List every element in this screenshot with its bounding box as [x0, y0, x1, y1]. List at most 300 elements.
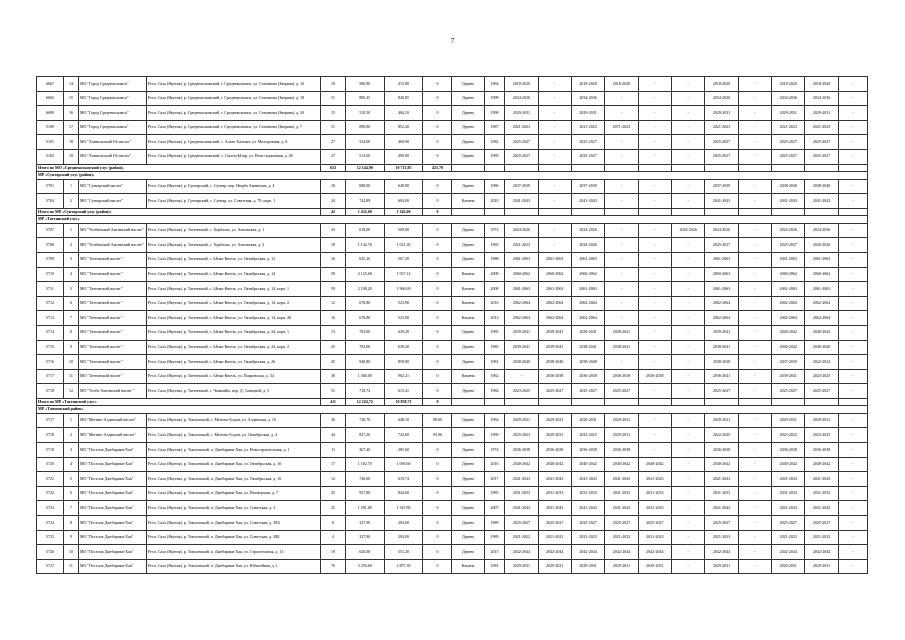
- table-row: [37, 369, 868, 384]
- table-cell: 2041-2043: [505, 472, 538, 487]
- table-cell: 2041-2043: [805, 501, 838, 516]
- table-cell: 2018-2020: [772, 77, 805, 92]
- table-cell: -: [838, 516, 867, 531]
- table-cell: 10: [63, 545, 78, 560]
- table-cell: -: [738, 179, 771, 194]
- table-cell: 25: [321, 486, 346, 501]
- table-cell: 2036-2038: [538, 369, 571, 384]
- table-cell: 0: [423, 355, 452, 370]
- table-cell: -: [738, 106, 771, 121]
- table-cell: 6: [63, 296, 78, 311]
- table-row: [37, 149, 868, 164]
- table-cell: 30: [321, 413, 346, 428]
- table-cell: Дерево: [452, 149, 484, 164]
- table-cell: 2062-2064: [805, 296, 838, 311]
- table-cell: 2022-2025: [571, 428, 604, 443]
- table-cell: -: [838, 486, 867, 501]
- subtotal-empty-cell: [484, 164, 504, 172]
- section-header-row: [37, 172, 868, 180]
- table-cell: Дерево: [452, 355, 484, 370]
- table-cell: 1981: [484, 559, 504, 574]
- table-cell: 1974: [484, 443, 504, 458]
- table-cell: 3: [63, 252, 78, 267]
- table-cell: 51: [321, 91, 346, 106]
- table-cell: 2062-2064: [538, 296, 571, 311]
- table-cell: Респ. Саха (Якутия), р. Таттинский, с. Ытык-Кюель, ул. Октябрьская, д. 14, корп. 1: [146, 282, 320, 297]
- table-cell: Респ. Саха (Якутия), р. Таттинский, с. Ытык-Кюель, ул. Покровская, д. 34: [146, 369, 320, 384]
- table-cell: 2034-2036: [571, 91, 604, 106]
- table-cell: 2029-2031: [505, 106, 538, 121]
- table-cell: 5714: [37, 325, 64, 340]
- subtotal-empty-cell: [452, 398, 484, 406]
- table-cell: 5718: [37, 384, 64, 399]
- table-cell: 5718: [37, 428, 64, 443]
- table-cell: -: [605, 135, 638, 150]
- table-cell: Дерево: [452, 486, 484, 501]
- table-cell: -: [538, 77, 571, 92]
- table-cell: 2041-2043: [705, 472, 738, 487]
- table-cell: -: [638, 120, 671, 135]
- table-cell: 2023-2025: [505, 384, 538, 399]
- table-cell: 3: [63, 443, 78, 458]
- table-cell: 2060-2062: [705, 267, 738, 282]
- table-cell: 1962: [484, 369, 504, 384]
- table-cell: -: [738, 311, 771, 326]
- table-cell: МО "Таттинский наслег": [78, 282, 146, 297]
- table-cell: -: [671, 179, 704, 194]
- table-cell: 5710: [37, 267, 64, 282]
- table-cell: 2031-2033: [772, 486, 805, 501]
- table-cell: -: [738, 296, 771, 311]
- table-cell: 2031-2033: [571, 486, 604, 501]
- table-cell: Дерево: [452, 238, 484, 253]
- table-cell: МО "Поселок Джебарики-Хая": [78, 443, 146, 458]
- subtotal-empty-cell: [505, 208, 538, 216]
- table-cell: 0: [423, 340, 452, 355]
- table-cell: -: [538, 106, 571, 121]
- table-cell: -: [738, 457, 771, 472]
- table-cell: 2016: [484, 296, 504, 311]
- table-cell: Респ. Саха (Якутия), р. Среднеколымский, г. Среднеколымск, ул. Степанова (Зверяна), д. 18: [146, 91, 320, 106]
- table-cell: 2042-2044: [805, 545, 838, 560]
- section-header: МР «Сунтарский улус (район)»: [37, 172, 868, 180]
- table-cell: -: [638, 340, 671, 355]
- table-cell: -: [671, 311, 704, 326]
- table-cell: Камень: [452, 559, 484, 574]
- table-cell: 9: [63, 530, 78, 545]
- table-cell: 2029-2031: [772, 106, 805, 121]
- table-cell: 0: [423, 149, 452, 164]
- table-cell: 2021-2023: [805, 120, 838, 135]
- table-cell: 2021-2023: [772, 530, 805, 545]
- subtotal-empty-cell: [638, 398, 671, 406]
- table-cell: 2038-2040: [571, 355, 604, 370]
- table-cell: 2040-2042: [772, 457, 805, 472]
- table-cell: Респ. Саха (Якутия), р. Таттинский, с. Хорбалах, ул. Амгинская, д. 3: [146, 238, 320, 253]
- table-cell: 460,00: [384, 135, 423, 150]
- table-cell: 2025-2027: [772, 149, 805, 164]
- subtotal-value: 411: [321, 398, 346, 406]
- register-body: [37, 77, 868, 574]
- table-cell: 2034-2036: [505, 91, 538, 106]
- table-cell: 5722: [37, 486, 64, 501]
- table-cell: МО "Поселок Джебарики-Хая": [78, 457, 146, 472]
- table-cell: Дерево: [452, 428, 484, 443]
- subtotal-value: 12 144,90: [345, 164, 384, 172]
- table-cell: 2029-2031: [538, 559, 571, 574]
- table-cell: 2029-2031: [705, 559, 738, 574]
- table-cell: 5717: [37, 413, 64, 428]
- table-cell: -: [638, 428, 671, 443]
- table-cell: 2025-2027: [805, 149, 838, 164]
- table-cell: 1 069,60: [384, 457, 423, 472]
- table-cell: -: [638, 238, 671, 253]
- table-cell: 0: [423, 91, 452, 106]
- table-cell: -: [738, 384, 771, 399]
- table-cell: 2038-2040: [538, 355, 571, 370]
- table-cell: 285,60: [384, 443, 423, 458]
- table-cell: Дерево: [452, 384, 484, 399]
- table-cell: 2042-2044: [571, 545, 604, 560]
- table-cell: МО "Поселок Джебарики-Хая": [78, 530, 146, 545]
- table-cell: -: [738, 149, 771, 164]
- table-cell: -: [538, 223, 571, 238]
- table-cell: 852,40: [384, 120, 423, 135]
- table-cell: МО "Таттинский наслег": [78, 267, 146, 282]
- table-cell: 2025-2027: [772, 135, 805, 150]
- table-cell: 2026-2026: [805, 238, 838, 253]
- table-cell: 2024-2026: [705, 223, 738, 238]
- table-cell: 551,20: [384, 545, 423, 560]
- table-cell: 2029-2031: [538, 428, 571, 443]
- table-cell: МО "Город Среднеколымск": [78, 120, 146, 135]
- table-cell: -: [838, 413, 867, 428]
- table-cell: 2040-2042: [538, 457, 571, 472]
- table-cell: -: [671, 252, 704, 267]
- subtotal-value: 1 342,60: [384, 208, 423, 216]
- table-cell: 2037-2039: [571, 179, 604, 194]
- table-cell: 44: [321, 428, 346, 443]
- table-cell: 2036-2038: [772, 443, 805, 458]
- table-cell: 1 021,30: [384, 238, 423, 253]
- table-cell: -: [605, 311, 638, 326]
- table-cell: 2025-2027: [772, 516, 805, 531]
- table-cell: 1 142,70: [345, 238, 384, 253]
- subtotal-empty-cell: [838, 164, 867, 172]
- table-cell: 10: [63, 355, 78, 370]
- section-header: МР «Таттинский улус»: [37, 216, 868, 224]
- table-cell: 2029-2031: [638, 559, 671, 574]
- table-cell: 1986: [484, 179, 504, 194]
- table-cell: 500,90: [345, 77, 384, 92]
- table-cell: -: [738, 443, 771, 458]
- subtotal-empty-cell: [805, 164, 838, 172]
- table-cell: 688,00: [345, 179, 384, 194]
- table-cell: -: [538, 149, 571, 164]
- table-cell: -: [671, 486, 704, 501]
- subtotal-empty-cell: [838, 208, 867, 216]
- table-cell: -: [671, 149, 704, 164]
- table-cell: 2041-2043: [772, 472, 805, 487]
- table-cell: -: [671, 516, 704, 531]
- table-cell: 2018-2020: [705, 77, 738, 92]
- table-cell: 59: [321, 282, 346, 297]
- table-cell: 25: [321, 355, 346, 370]
- table-cell: 5100: [37, 120, 64, 135]
- table-cell: 2042-2044: [705, 545, 738, 560]
- table-cell: 18: [321, 179, 346, 194]
- table-cell: 76: [321, 559, 346, 574]
- table-row: [37, 355, 868, 370]
- table-cell: -: [738, 238, 771, 253]
- table-cell: 0: [423, 472, 452, 487]
- table-cell: 2034-2036: [772, 91, 805, 106]
- table-cell: 2029-2031: [772, 559, 805, 574]
- table-cell: 5707: [37, 223, 64, 238]
- table-cell: 2 108,20: [345, 282, 384, 297]
- table-cell: -: [671, 545, 704, 560]
- subtotal-value: 0: [423, 398, 452, 406]
- table-cell: 2025-2027: [538, 384, 571, 399]
- table-cell: 5716: [37, 355, 64, 370]
- table-cell: 2025-2027: [505, 135, 538, 150]
- table-cell: 0: [423, 194, 452, 209]
- table-cell: 2 857,30: [384, 559, 423, 574]
- table-cell: -: [638, 252, 671, 267]
- table-cell: -: [538, 135, 571, 150]
- table-cell: Дерево: [452, 545, 484, 560]
- table-cell: 1985: [484, 325, 504, 340]
- table-cell: 2036-2038: [805, 443, 838, 458]
- table-cell: 2036-2038: [538, 443, 571, 458]
- table-cell: 890,80: [345, 120, 384, 135]
- table-cell: 2060-2062: [571, 267, 604, 282]
- table-cell: 8: [63, 516, 78, 531]
- subtotal-empty-cell: [505, 398, 538, 406]
- table-row: [37, 384, 868, 399]
- table-cell: -: [671, 135, 704, 150]
- table-cell: -: [638, 413, 671, 428]
- table-cell: Респ. Саха (Якутия), р. Таттинский, с. Ытык-Кюель, ул. Октябрьская, д. 24, корп. 1: [146, 325, 320, 340]
- table-cell: -: [605, 238, 638, 253]
- table-cell: 2061-2063: [705, 252, 738, 267]
- table-cell: 2025-2027: [605, 384, 638, 399]
- table-row: [37, 282, 868, 297]
- table-cell: 2040-2042: [805, 325, 838, 340]
- table-cell: 327,90: [345, 530, 384, 545]
- table-cell: 2041-2043: [571, 194, 604, 209]
- table-cell: 694,00: [384, 194, 423, 209]
- table-cell: 9: [63, 340, 78, 355]
- subtotal-value: 10 713,95: [384, 164, 423, 172]
- table-cell: 2029-2031: [705, 106, 738, 121]
- table-cell: -: [638, 267, 671, 282]
- table-cell: Дерево: [452, 179, 484, 194]
- table-cell: 2018-2020: [805, 77, 838, 92]
- table-cell: -: [838, 355, 867, 370]
- table-cell: МО "Мегино-Алданский наслег": [78, 428, 146, 443]
- table-cell: -: [671, 472, 704, 487]
- table-cell: -: [738, 325, 771, 340]
- section-header-row: [37, 216, 868, 224]
- table-cell: 12: [321, 296, 346, 311]
- table-cell: 5704: [37, 194, 64, 209]
- table-cell: -: [638, 311, 671, 326]
- subtotal-value: 0: [423, 208, 452, 216]
- table-cell: 2029-2031: [805, 413, 838, 428]
- subtotal-empty-cell: [538, 208, 571, 216]
- table-cell: 2021-2023: [705, 530, 738, 545]
- table-cell: -: [671, 369, 704, 384]
- table-cell: 2010: [484, 194, 504, 209]
- table-cell: -: [838, 311, 867, 326]
- subtotal-value: 12 224,72: [345, 398, 384, 406]
- table-cell: 5708: [37, 238, 64, 253]
- table-cell: 2041-2043: [805, 472, 838, 487]
- table-cell: 678,80: [345, 296, 384, 311]
- subtotal-empty-cell: [538, 164, 571, 172]
- table-cell: 1: [63, 223, 78, 238]
- table-cell: 25: [321, 501, 346, 516]
- table-cell: -: [538, 194, 571, 209]
- table-cell: 742,89: [345, 194, 384, 209]
- table-cell: 3 250,60: [345, 559, 384, 574]
- table-cell: 2025-2027: [705, 149, 738, 164]
- table-cell: 5712: [37, 296, 64, 311]
- table-cell: 2061-2063: [772, 252, 805, 267]
- table-cell: Респ. Саха (Якутия), р. Томпонский, с. Мегино-Алдан, ул. Алданская, д. 10: [146, 413, 320, 428]
- table-cell: 678,80: [345, 311, 384, 326]
- subtotal-empty-cell: [605, 208, 638, 216]
- table-cell: -: [638, 223, 671, 238]
- table-cell: 17: [63, 120, 78, 135]
- table-cell: 0: [423, 296, 452, 311]
- table-cell: Респ. Саха (Якутия), р. Среднеколымский, г. Среднеколымск, ул. Степанова (Зверяна), д. 16: [146, 77, 320, 92]
- subtotal-empty-cell: [638, 164, 671, 172]
- table-row: [37, 194, 868, 209]
- table-cell: 2062-2064: [772, 296, 805, 311]
- table-cell: 5713: [37, 311, 64, 326]
- table-cell: МО "Поселок Джебарики-Хая": [78, 559, 146, 574]
- table-cell: 2041-2043: [705, 501, 738, 516]
- table-cell: 2062-2064: [538, 311, 571, 326]
- table-cell: 5101: [37, 135, 64, 150]
- table-row: [37, 311, 868, 326]
- table-cell: -: [738, 516, 771, 531]
- table-cell: МО "Поселок Джебарики-Хая": [78, 545, 146, 560]
- housing-register-table: [36, 76, 868, 574]
- table-cell: 18: [321, 77, 346, 92]
- table-cell: 4: [63, 457, 78, 472]
- table-cell: 2038-2038: [705, 355, 738, 370]
- table-row: [37, 457, 868, 472]
- table-cell: -: [605, 91, 638, 106]
- table-cell: Респ. Саха (Якутия), р. Томпонский, п. Джебарики-Хая, ул. Советская, д. 38Б: [146, 530, 320, 545]
- table-cell: -: [838, 282, 867, 297]
- table-cell: 327,90: [345, 516, 384, 531]
- table-cell: 415,80: [384, 77, 423, 92]
- subtotal-empty-cell: [838, 398, 867, 406]
- table-cell: 703,00: [345, 325, 384, 340]
- table-cell: -: [838, 238, 867, 253]
- table-cell: Респ. Саха (Якутия), р. Томпонский, п. Джебарики-Хая, ул. Юбилейная, д. 1: [146, 559, 320, 574]
- table-cell: 2025-2027: [605, 516, 638, 531]
- table-cell: 880,45: [345, 91, 384, 106]
- table-cell: 718,72: [345, 384, 384, 399]
- table-cell: 36: [321, 369, 346, 384]
- table-cell: 0: [423, 457, 452, 472]
- table-cell: 2042-2044: [605, 545, 638, 560]
- subtotal-empty-cell: [605, 398, 638, 406]
- table-cell: -: [838, 296, 867, 311]
- table-cell: 2040-2020: [805, 340, 838, 355]
- table-cell: -: [838, 77, 867, 92]
- table-cell: 2062-2064: [705, 296, 738, 311]
- table-cell: 2029-2031: [605, 413, 638, 428]
- table-cell: 1984: [484, 413, 504, 428]
- table-cell: 0: [423, 559, 452, 574]
- table-row: [37, 486, 868, 501]
- table-cell: 2024-2026: [505, 223, 538, 238]
- table-cell: -: [671, 501, 704, 516]
- table-cell: 2036-2038: [571, 369, 604, 384]
- table-cell: 5726: [37, 545, 64, 560]
- table-row: [37, 516, 868, 531]
- table-cell: 0: [423, 267, 452, 282]
- table-cell: 5717: [37, 369, 64, 384]
- table-cell: 639,20: [384, 340, 423, 355]
- table-cell: 1: [63, 413, 78, 428]
- table-cell: 2031-2033: [505, 486, 538, 501]
- subtotal-empty-cell: [484, 208, 504, 216]
- table-cell: 0: [423, 238, 452, 253]
- table-cell: 2024-2026: [671, 223, 704, 238]
- table-cell: -: [738, 223, 771, 238]
- table-cell: -: [671, 238, 704, 253]
- table-cell: Респ. Саха (Якутия), р. Таттинский, с. Ытык-Кюель, ул. Октябрьская, д. 24, корп. 2: [146, 340, 320, 355]
- table-cell: -: [838, 545, 867, 560]
- table-cell: Дерево: [452, 120, 484, 135]
- table-cell: МО "Таттинский наслег": [78, 311, 146, 326]
- table-cell: 2036-2038: [705, 443, 738, 458]
- table-cell: МО "Таттинский наслег": [78, 355, 146, 370]
- table-cell: 2061-2063: [505, 282, 538, 297]
- table-cell: 1998: [484, 91, 504, 106]
- table-cell: 2037-2039: [705, 179, 738, 194]
- table-cell: МО "Таттинский наслег": [78, 340, 146, 355]
- table-cell: МО "Поселок Джебарики-Хая": [78, 472, 146, 487]
- table-cell: Дерево: [452, 457, 484, 472]
- table-cell: 2062-2064: [505, 311, 538, 326]
- table-row: [37, 91, 868, 106]
- table-cell: -: [838, 106, 867, 121]
- table-cell: МО "Уолба-Амгинский наслег": [78, 384, 146, 399]
- table-cell: Респ. Саха (Якутия), р. Таттинский, с. Ытык-Кюель, ул. Октябрьская, д. 12: [146, 252, 320, 267]
- table-row: [37, 120, 868, 135]
- table-cell: 43: [321, 223, 346, 238]
- subtotal-empty-cell: [538, 398, 571, 406]
- table-cell: 2040-2042: [638, 457, 671, 472]
- table-cell: 16: [321, 311, 346, 326]
- table-cell: -: [605, 252, 638, 267]
- table-cell: 2040-2042: [571, 457, 604, 472]
- table-cell: -: [605, 149, 638, 164]
- table-cell: 5719: [37, 443, 64, 458]
- table-cell: 619,74: [384, 472, 423, 487]
- subtotal-row: [37, 398, 868, 406]
- table-cell: Дерево: [452, 91, 484, 106]
- subtotal-value: 10 838,71: [384, 398, 423, 406]
